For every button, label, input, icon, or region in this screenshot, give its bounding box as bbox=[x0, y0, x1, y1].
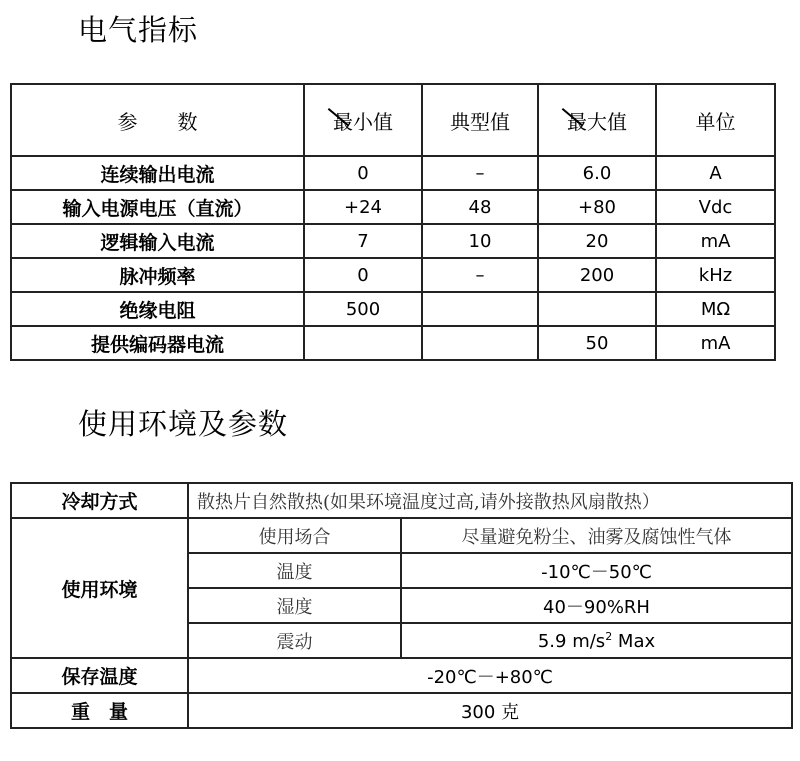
typ-cell: – bbox=[422, 156, 538, 190]
table-row bbox=[11, 224, 775, 258]
electrical-spec-table bbox=[10, 83, 776, 361]
header-param-label: 参 数 bbox=[117, 109, 198, 134]
env-item-name: 震动 bbox=[188, 623, 401, 658]
typ-cell: 48 bbox=[422, 190, 538, 224]
cooling-value: 散热片自然散热(如果环境温度过高,请外接散热风扇散热） bbox=[188, 483, 792, 518]
env-item-name: 湿度 bbox=[188, 588, 401, 623]
table-row bbox=[11, 258, 775, 292]
table-row bbox=[11, 190, 775, 224]
env-item-value: 40－90%RH bbox=[401, 588, 792, 623]
unit-cell: mA bbox=[656, 326, 775, 360]
unit-cell: MΩ bbox=[656, 292, 775, 326]
weight-value: 300 克 bbox=[188, 693, 792, 728]
param-cell: 输入电源电压（直流） bbox=[11, 190, 304, 224]
header-min-label: 最小值 bbox=[333, 106, 393, 135]
table-row bbox=[11, 326, 775, 360]
env-item-value: 尽量避免粉尘、油雾及腐蚀性气体 bbox=[401, 518, 792, 553]
min-cell: 0 bbox=[304, 258, 422, 292]
storage-temp-value: -20℃－+80℃ bbox=[188, 658, 792, 693]
cooling-row bbox=[11, 483, 792, 518]
environment-spec-table bbox=[10, 482, 793, 729]
storage-temp-label: 保存温度 bbox=[11, 658, 188, 693]
header-unit bbox=[656, 84, 775, 156]
env-item-name: 使用场合 bbox=[188, 518, 401, 553]
min-cell: 0 bbox=[304, 156, 422, 190]
max-cell bbox=[538, 292, 656, 326]
param-cell: 脉冲频率 bbox=[11, 258, 304, 292]
cooling-label: 冷却方式 bbox=[11, 483, 188, 518]
max-cell: 20 bbox=[538, 224, 656, 258]
param-cell: 逻辑输入电流 bbox=[11, 224, 304, 258]
vibration-exponent: 2 bbox=[605, 629, 613, 643]
weight-label: 重 量 bbox=[11, 693, 188, 728]
table-row bbox=[11, 292, 775, 326]
max-cell: +80 bbox=[538, 190, 656, 224]
header-param bbox=[11, 84, 304, 156]
min-cell: 7 bbox=[304, 224, 422, 258]
unit-cell: mA bbox=[656, 224, 775, 258]
param-cell: 连续输出电流 bbox=[11, 156, 304, 190]
section-title-environment: 使用环境及参数 bbox=[78, 407, 289, 441]
max-cell: 200 bbox=[538, 258, 656, 292]
vibration-suffix: Max bbox=[612, 630, 656, 652]
env-row bbox=[11, 518, 792, 553]
typ-cell bbox=[422, 326, 538, 360]
table-row bbox=[11, 156, 775, 190]
min-cell: +24 bbox=[304, 190, 422, 224]
typ-cell: 10 bbox=[422, 224, 538, 258]
env-item-value bbox=[401, 623, 792, 658]
environment-label: 使用环境 bbox=[11, 518, 188, 658]
unit-cell: Vdc bbox=[656, 190, 775, 224]
max-cell: 50 bbox=[538, 326, 656, 360]
header-typ bbox=[422, 84, 538, 156]
param-cell: 绝缘电阻 bbox=[11, 292, 304, 326]
header-max bbox=[538, 84, 656, 156]
vibration-value: 5.9 m/s bbox=[537, 630, 606, 652]
max-cell: 6.0 bbox=[538, 156, 656, 190]
header-max-label: 最大值 bbox=[567, 106, 627, 135]
param-cell: 提供编码器电流 bbox=[11, 326, 304, 360]
unit-cell: A bbox=[656, 156, 775, 190]
typ-cell: – bbox=[422, 258, 538, 292]
table-header-row bbox=[11, 84, 775, 156]
weight-row bbox=[11, 693, 792, 728]
env-item-value: -10℃－50℃ bbox=[401, 553, 792, 588]
unit-cell: kHz bbox=[656, 258, 775, 292]
section-title-electrical: 电气指标 bbox=[78, 13, 199, 47]
min-cell: 500 bbox=[304, 292, 422, 326]
header-min bbox=[304, 84, 422, 156]
typ-cell bbox=[422, 292, 538, 326]
header-typ-label: 典型值 bbox=[450, 109, 510, 134]
header-unit-label: 单位 bbox=[695, 109, 736, 134]
env-item-name: 温度 bbox=[188, 553, 401, 588]
storage-temp-row bbox=[11, 658, 792, 693]
min-cell bbox=[304, 326, 422, 360]
